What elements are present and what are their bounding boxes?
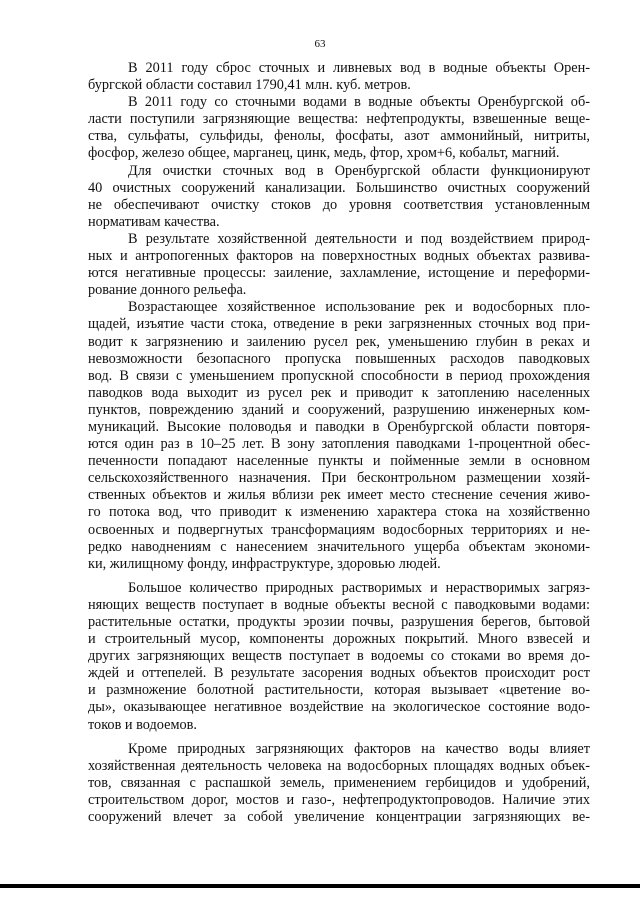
text-line: тов, связанная с распашкой земель, применением гербицидов и удобрений, <box>88 774 590 791</box>
text-line: 40 очистных сооружений канализации. Большинство очистных сооружений <box>88 179 590 196</box>
text-line: щадей, изъятие части стока, отведение в реки загрязненных сточных вод при- <box>88 316 590 333</box>
text-line: В 2011 году сброс сточных и ливневых вод в водные объекты Орен- <box>128 60 590 76</box>
text-line: токов и водоемов. <box>88 716 197 733</box>
text-line: водит к загрязнению и заилению русел рек, уменьшению глубин в реках и <box>88 333 590 350</box>
text-line: строительством дорог, мостов и газо-, нефтепродуктопроводов. Наличие этих <box>88 791 590 808</box>
text-line: муникаций. Высокие половодья и паводки в Оренбургской области повторя- <box>88 418 590 435</box>
paragraph <box>88 741 590 826</box>
paragraph-gap <box>88 734 590 741</box>
text-line: других загрязняющих веществ поступает в водоемы со стоками во время до- <box>88 648 590 665</box>
text-line: ласти поступили загрязняющие вещества: нефтепродукты, взвешенные веще- <box>88 111 590 128</box>
text-line: пунктов, повреждению зданий и сооружений, разрушению инженерных ком- <box>88 401 590 418</box>
text-line: В 2011 году со сточными водами в водные объекты Оренбургской об- <box>128 94 590 111</box>
text-line: ства, сульфаты, сульфиды, фенолы, фосфаты, азот аммонийный, нитриты, <box>88 128 590 145</box>
text-line: растительные остатки, продукты эрозии почвы, разрушения берегов, бытовой <box>88 614 590 630</box>
text-line: фосфор, железо общее, марганец, цинк, медь, фтор, хром+6, кобальт, магний. <box>88 145 560 162</box>
paragraph <box>88 94 590 162</box>
text-line: ются один раз в 10–25 лет. В зону затопления паводками 1-процентной обес- <box>88 436 590 453</box>
text-line: няющих веществ поступает в водные объекты весной с паводковыми водами: <box>88 596 590 613</box>
text-line: печенности попадают населенные пункты и пойменные земли в основном <box>88 453 590 470</box>
text-line: ждей и оттепелей. В результате засорения водных объектов происходит рост <box>88 665 590 682</box>
text-line: В результате хозяйственной деятельности и под воздействием природ- <box>128 230 590 247</box>
text-line: рование донного рельефа. <box>88 282 247 299</box>
text-line: нормативам качества. <box>88 213 220 230</box>
text-line: Возрастающее хозяйственное использование рек и водосборных пло- <box>128 299 590 316</box>
text-line: вод. В связи с уменьшением пропускной способности в период прохождения <box>88 367 590 384</box>
paragraph <box>88 299 590 573</box>
text-line: не обеспечивают очистку стоков до уровня соответствия установленным <box>88 196 590 213</box>
text-line: Большое количество природных растворимых и нерастворимых загряз- <box>128 579 590 596</box>
text-line: го потока вод, что приводит к изменению характера стока на хозяйственно <box>88 504 590 521</box>
paragraph <box>88 163 590 231</box>
paragraph <box>88 231 590 299</box>
bottom-divider <box>0 884 640 888</box>
text-line: освоенных и подвергнутых трансформациям водосборных территориях и не- <box>88 521 590 538</box>
text-line: паводков вода выходит из русел рек и приводит к затоплению населенных <box>88 384 590 401</box>
text-line: сельскохозяйственного назначения. При бесконтрольном размещении хозяй- <box>88 470 590 487</box>
text-line: и строительный мусор, компоненты дорожных покрытий. Много взвесей и <box>88 631 590 648</box>
text-line: ки, жилищному фонду, инфраструктуре, здоровью людей. <box>88 555 441 572</box>
text-line: ных и антропогенных факторов на поверхностных водных объектах развива- <box>88 248 590 265</box>
text-line: невозможности безопасного пропуска повышенных расходов паводковых <box>88 350 590 367</box>
paragraph <box>88 60 590 94</box>
text-line: ются негативные процессы: заиление, захламление, истощение и переформи- <box>88 265 590 282</box>
text-line: редко наводнениям с нанесением значительного ущерба объектам экономи- <box>88 538 590 555</box>
text-line: бургской области составил 1790,41 млн. куб. метров. <box>88 77 411 94</box>
text-line: хозяйственная деятельность человека на водосборных площадях водных объек- <box>88 757 590 774</box>
paragraph <box>88 580 590 734</box>
text-line: ственных объектов и жилья вблизи рек имеет место стеснение сечения живо- <box>88 487 590 504</box>
text-line: и размножение болотной растительности, которая вызывает «цветение во- <box>88 682 590 699</box>
text-line: сооружений влечет за собой увеличение концентрации загрязняющих ве- <box>88 809 590 826</box>
text-line: Кроме природных загрязняющих факторов на качество воды влияет <box>128 740 590 757</box>
text-line: Для очистки сточных вод в Оренбургской области функционируют <box>128 162 590 179</box>
page-number: 63 <box>314 38 326 50</box>
paragraph-gap <box>88 573 590 580</box>
document-body <box>88 60 590 826</box>
text-line: ды», оказывающее негативное воздействие на экологическое состояние водо- <box>88 699 590 716</box>
